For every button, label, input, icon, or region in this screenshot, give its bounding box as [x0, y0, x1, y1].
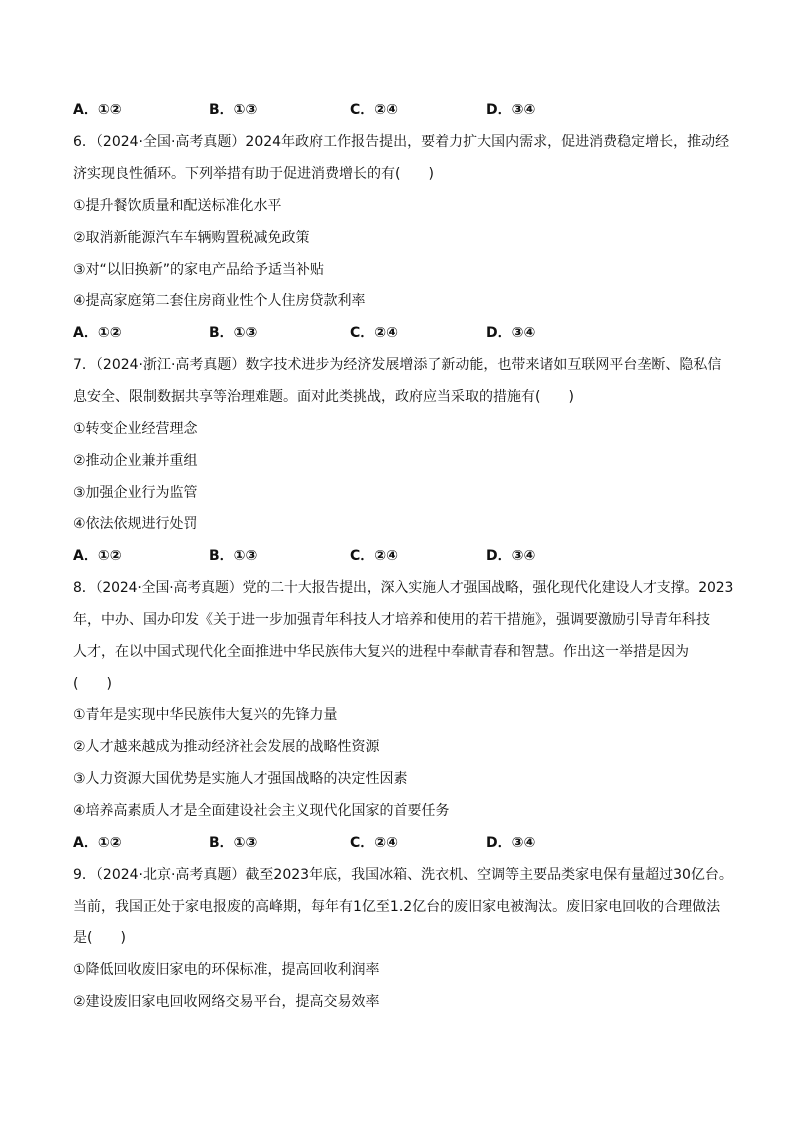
- question-6-item-2: ②取消新能源汽车车辆购置税减免政策: [73, 230, 310, 246]
- question-7-stem-line-1: 7．（2024·浙江·高考真题）数字技术进步为经济发展增添了新动能，也带来诸如互联网平台垄断、隐私信: [73, 357, 722, 373]
- question-6-item-1: ①提升餐饮质量和配送标准化水平: [73, 198, 282, 214]
- question-9-item-1: ①降低回收废旧家电的环保标准，提高回收利润率: [73, 962, 380, 978]
- question-6-item-3: ③对“以旧换新”的家电产品给予适当补贴: [73, 262, 325, 278]
- q5-options: [73, 101, 733, 119]
- option-c[interactable]: C．②④: [350, 835, 398, 851]
- option-d[interactable]: D．③④: [486, 325, 536, 341]
- option-b[interactable]: B．①③: [209, 835, 258, 851]
- question-8-item-4: ④培养高素质人才是全面建设社会主义现代化国家的首要任务: [73, 803, 450, 819]
- question-8-stem-line-3: 人才，在以中国式现代化全面推进中华民族伟大复兴的进程中奉献青春和智慧。作出这一举措是因为: [73, 644, 689, 660]
- question-6-stem-line-2: 济实现良性循环。下列举措有助于促进消费增长的有( ): [73, 166, 434, 182]
- question-6-options: [73, 324, 733, 342]
- option-b[interactable]: B．①③: [209, 548, 258, 564]
- question-8-options: [73, 834, 733, 852]
- option-a[interactable]: A．①②: [73, 325, 122, 341]
- question-8-stem-line-2: 年，中办、国办印发《关于进一步加强青年科技人才培养和使用的若干措施》，强调要激励引导青年科技: [73, 612, 710, 628]
- question-7-item-4: ④依法依规进行处罚: [73, 516, 198, 532]
- question-7-item-3: ③加强企业行为监管: [73, 485, 198, 501]
- option-b[interactable]: B．①③: [209, 325, 258, 341]
- question-9-item-2: ②建设废旧家电回收网络交易平台，提高交易效率: [73, 994, 380, 1010]
- question-8-stem-line-1: 8．（2024·全国·高考真题）党的二十大报告提出，深入实施人才强国战略，强化现代化建设人才支撑。2023: [73, 580, 734, 596]
- question-8-stem-line-4: ( ): [73, 676, 112, 692]
- option-c[interactable]: C．②④: [350, 325, 398, 341]
- option-d[interactable]: D．③④: [486, 102, 536, 118]
- question-9-stem-line-2: 当前，我国正处于家电报废的高峰期，每年有1亿至1.2亿台的废旧家电被淘汰。废旧家电回收的合理做法: [73, 899, 721, 915]
- question-7-stem-line-2: 息安全、限制数据共享等治理难题。面对此类挑战，政府应当采取的措施有( ): [73, 389, 574, 405]
- question-6-stem-line-1: 6．（2024·全国·高考真题）2024年政府工作报告提出，要着力扩大国内需求，促进消费稳定增长，推动经: [73, 134, 730, 150]
- question-7-options: [73, 547, 733, 565]
- option-a[interactable]: A．①②: [73, 548, 122, 564]
- option-b[interactable]: B．①③: [209, 102, 258, 118]
- option-d[interactable]: D．③④: [486, 548, 536, 564]
- question-7-item-2: ②推动企业兼并重组: [73, 453, 198, 469]
- question-7-item-1: ①转变企业经营理念: [73, 421, 198, 437]
- question-9-stem-line-3: 是( ): [73, 930, 126, 946]
- question-9-stem-line-1: 9．（2024·北京·高考真题）截至2023年底，我国冰箱、洗衣机、空调等主要品类家电保有量超过30亿台。: [73, 867, 733, 883]
- option-d[interactable]: D．③④: [486, 835, 536, 851]
- option-a[interactable]: A．①②: [73, 102, 122, 118]
- option-c[interactable]: C．②④: [350, 102, 398, 118]
- question-8-item-2: ②人才越来越成为推动经济社会发展的战略性资源: [73, 739, 380, 755]
- question-8-item-1: ①青年是实现中华民族伟大复兴的先锋力量: [73, 707, 338, 723]
- option-a[interactable]: A．①②: [73, 835, 122, 851]
- question-6-item-4: ④提高家庭第二套住房商业性个人住房贷款利率: [73, 293, 366, 309]
- option-c[interactable]: C．②④: [350, 548, 398, 564]
- question-8-item-3: ③人力资源大国优势是实施人才强国战略的决定性因素: [73, 771, 408, 787]
